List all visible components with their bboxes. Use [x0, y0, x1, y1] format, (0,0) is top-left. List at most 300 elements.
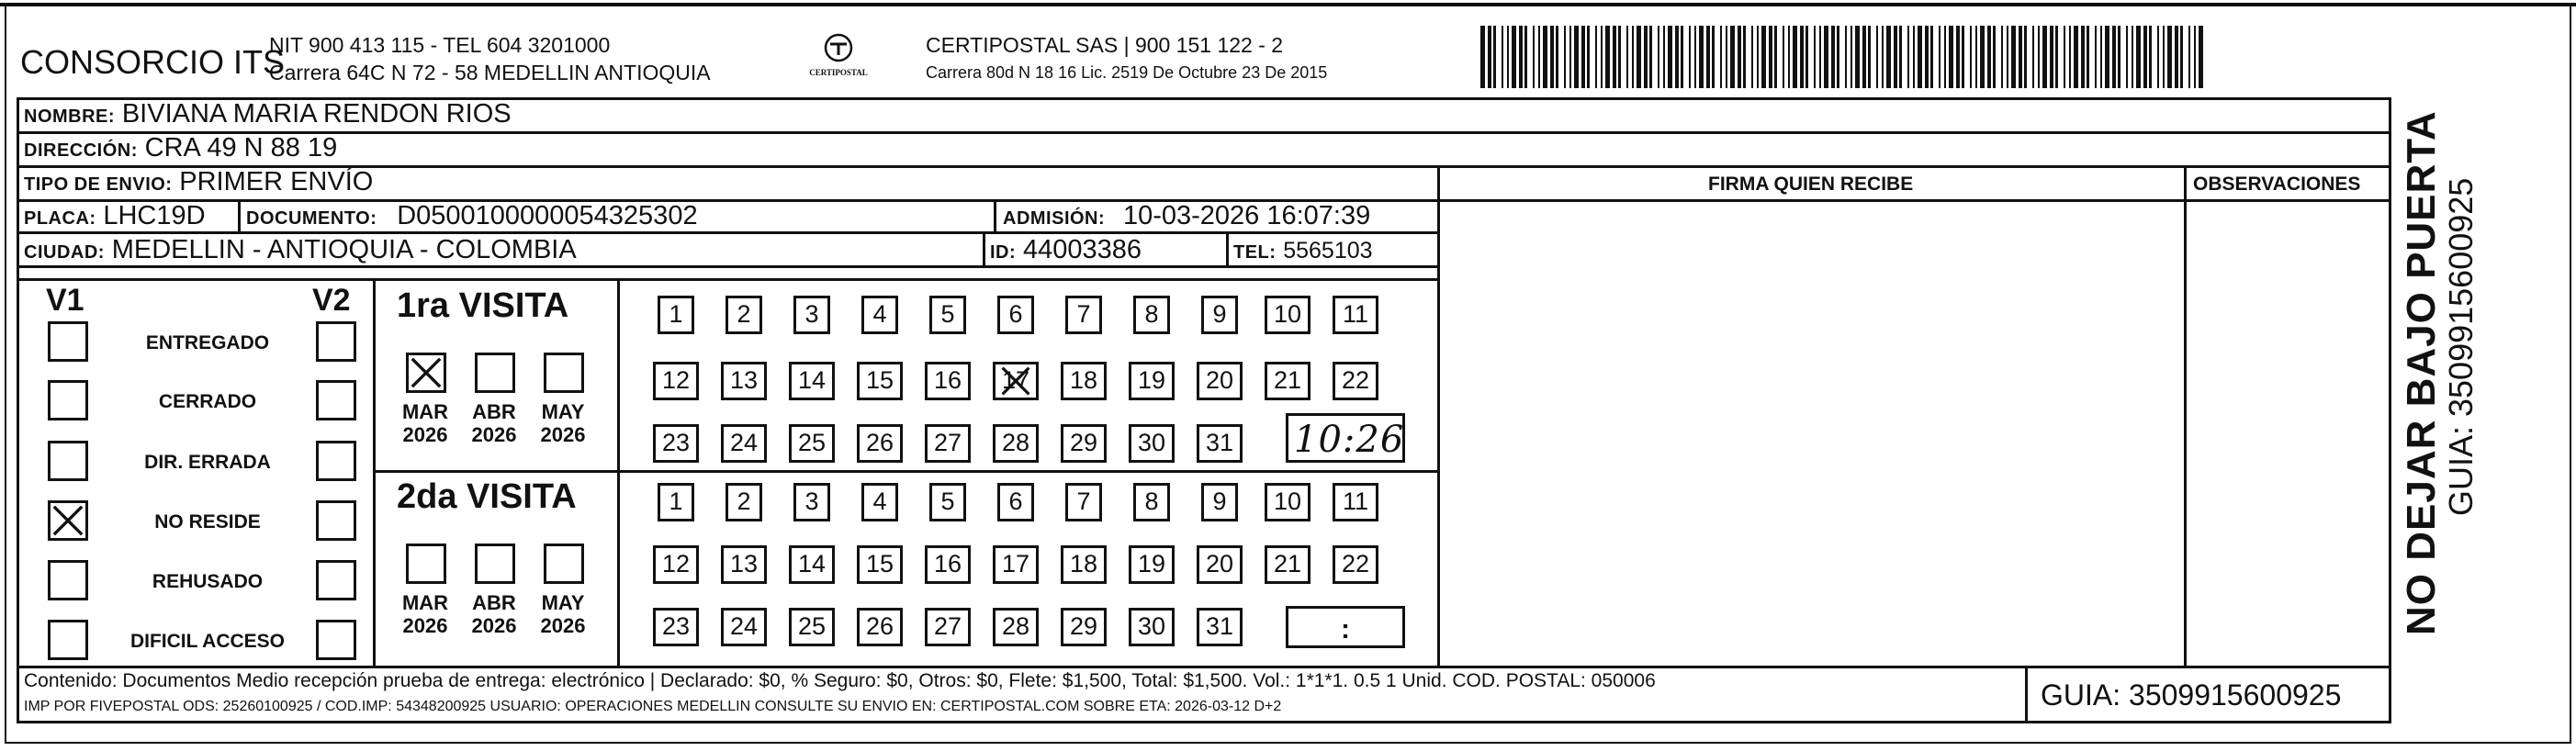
visit1-day-box[interactable] [793, 296, 830, 334]
carrier-name: CERTIPOSTAL SAS | 900 151 122 - 2 [926, 33, 1284, 57]
visit2-day-box[interactable] [993, 608, 1039, 646]
barcode-bar [1488, 26, 1491, 88]
visit2-day-box[interactable] [789, 545, 835, 584]
guia-box: GUIA: 3509915600925 [2041, 678, 2342, 712]
day-number: 16 [933, 550, 962, 577]
barcode-bar [1618, 26, 1621, 88]
day-number: 6 [1008, 300, 1023, 328]
visit2-day-box[interactable] [1061, 608, 1107, 646]
day-number: 7 [1076, 488, 1091, 515]
id-label: ID: [990, 242, 1017, 263]
barcode-bar [2064, 26, 2065, 88]
day-number: 19 [1137, 366, 1166, 394]
barcode-bar [1824, 26, 1828, 88]
month-year: 2026 [402, 614, 448, 638]
imp-line: IMP POR FIVEPOSTAL ODS: 25260100925 / COD.IMP: 54348200925 USUARIO: OPERACIONES MEDELLIN CONSULTE SU ENVIO EN: CERTIPOSTAL.COM SOBRE ETA: 2026-03-12 D+2 [24, 699, 1282, 714]
day-number: 9 [1212, 488, 1227, 515]
visit2-day-box[interactable] [1265, 545, 1310, 584]
placa-field [24, 203, 206, 230]
visit2-time-box [1286, 606, 1405, 648]
day-number: 1 [669, 300, 683, 328]
day-number: 18 [1069, 366, 1098, 394]
day-number: 21 [1273, 550, 1302, 577]
visit1-day-box[interactable] [721, 362, 767, 400]
documento-value: D0500100000054325302 [397, 201, 698, 230]
barcode-bar [2074, 26, 2078, 88]
barcode-bar [1882, 26, 1884, 88]
barcode-bar [1637, 26, 1641, 88]
month-year: 2026 [540, 423, 586, 447]
visit2-day-box[interactable] [857, 608, 903, 646]
day-number: 14 [797, 550, 827, 577]
barcode-bar [1805, 26, 1808, 88]
check-mark-icon [409, 355, 444, 390]
visit2-day-box[interactable] [658, 483, 694, 521]
contenido-line: Contenido: Documentos Medio recepción prueba de entrega: electrónico | Declarado: $0, % Seguro: $0, Otros: $0, Flete: $1,500, Total: $1,500. Vol.: 1*1*1. 0.5 1 Unid. COD. POSTAL: 050006 [24, 670, 1656, 691]
barcode-bar [1913, 26, 1915, 88]
month-name: MAR [401, 400, 449, 423]
firma-header: FIRMA QUIEN RECIBE [1708, 174, 1914, 195]
barcode-bar [2180, 26, 2183, 88]
visit2-day-box[interactable] [1129, 545, 1175, 584]
visit1-day-box[interactable] [1061, 362, 1107, 400]
visit2-day-box[interactable] [993, 545, 1039, 584]
barcode-bar [1675, 26, 1679, 88]
visit2-day-box[interactable] [1133, 483, 1170, 521]
barcode-bar [1550, 26, 1554, 88]
barcode-bar [2118, 26, 2120, 88]
visit2-month-checkbox[interactable] [406, 544, 446, 584]
barcode-bar [1783, 26, 1784, 88]
barcode-bar [1876, 26, 1878, 88]
visit1-day-box[interactable] [789, 424, 835, 463]
day-number: 23 [661, 429, 691, 456]
barcode-bar [1970, 26, 1972, 88]
month-label [462, 400, 526, 447]
visit2-day-box[interactable] [653, 545, 699, 584]
reason-v2-checkbox[interactable] [316, 321, 356, 362]
month-year: 2026 [471, 614, 517, 638]
side-guia: GUIA: 3509915600925 [2442, 177, 2480, 516]
barcode-bar [1533, 26, 1535, 88]
visit1-day-box[interactable] [1265, 362, 1310, 400]
barcode-bar [2069, 26, 2071, 88]
barcode-bar [2011, 26, 2016, 88]
day-number: 7 [1076, 300, 1091, 328]
visit2-day-box[interactable] [1129, 608, 1175, 646]
barcode-bar [2024, 26, 2027, 88]
barcode-bar [1601, 26, 1603, 88]
company-name: CONSORCIO ITS [20, 43, 286, 81]
reason-v2-checkbox[interactable] [316, 380, 356, 420]
day-number: 5 [940, 300, 955, 328]
barcode-bar [2095, 26, 2097, 88]
barcode-bar [1681, 26, 1683, 88]
v2-label: V2 [312, 283, 351, 318]
visit1-day-box[interactable] [721, 424, 767, 463]
id-value: 44003386 [1022, 235, 1142, 264]
barcode-bar [2149, 26, 2152, 88]
side-warning: NO DEJAR BAJO PUERTA [2399, 110, 2444, 635]
nombre-field [24, 101, 512, 128]
visit2-day-box[interactable] [1333, 545, 1378, 584]
month-name: ABR [472, 400, 516, 423]
barcode-bar [1658, 26, 1659, 88]
id-field [990, 237, 1142, 263]
visit1-day-box[interactable] [1333, 362, 1378, 400]
barcode-bar [2175, 26, 2178, 88]
barcode-bar [2157, 26, 2159, 88]
tel-field [1233, 237, 1373, 263]
day-number: 12 [661, 550, 691, 577]
certipostal-logo [808, 29, 869, 83]
barcode-bar [1512, 26, 1516, 88]
reason-v1-checkbox[interactable] [48, 441, 88, 481]
visit1-day-box[interactable] [929, 296, 966, 334]
carrier-address: Carrera 80d N 18 16 Lic. 2519 De Octubre 23 De 2015 [926, 63, 1328, 82]
certipostal-logo-text: CERTIPOSTAL [809, 68, 868, 77]
admision-value: 10-03-2026 16:07:39 [1122, 201, 1371, 230]
day-number: 28 [1001, 429, 1030, 456]
barcode-bar [1720, 26, 1722, 88]
month-name: ABR [472, 591, 516, 614]
tel-value: 5565103 [1283, 238, 1373, 263]
barcode-bar [2019, 26, 2022, 88]
barcode-bar [1595, 26, 1597, 88]
barcode-bar [2050, 26, 2053, 88]
reason-label: DIR. ERRADA [144, 452, 271, 473]
day-number: 17 [1001, 366, 1030, 394]
direccion-field [24, 135, 337, 162]
barcode-bar [1613, 26, 1616, 88]
day-number: 16 [933, 366, 962, 394]
visit1-day-box[interactable] [1061, 424, 1107, 463]
visit1-day-box[interactable] [1129, 362, 1175, 400]
nombre-value: BIVIANA MARIA RENDON RIOS [121, 99, 512, 129]
reason-v1-checkbox[interactable] [48, 620, 88, 660]
visit2-day-box[interactable] [721, 545, 767, 584]
visit2-day-box[interactable] [861, 483, 898, 521]
barcode-bar [1894, 26, 1897, 88]
visit2-day-box[interactable] [1197, 608, 1243, 646]
visit1-day-box[interactable] [1129, 424, 1175, 463]
day-number: 4 [872, 488, 887, 515]
barcode-bar [1899, 26, 1902, 88]
ciudad-value: MEDELLIN - ANTIOQUIA - COLOMBIA [111, 235, 577, 264]
day-number: 21 [1273, 366, 1302, 394]
visit1-day-box[interactable] [1197, 362, 1243, 400]
barcode-bar [1574, 26, 1579, 88]
visit1-day-box[interactable] [857, 362, 903, 400]
barcode-bar [1502, 26, 1503, 88]
visit1-day-box[interactable] [861, 296, 898, 334]
barcode-bar [1993, 26, 1996, 88]
barcode-bar [1519, 26, 1523, 88]
barcode-bar [2100, 26, 2102, 88]
barcode-bar [1837, 26, 1839, 88]
day-number: 9 [1212, 300, 1227, 328]
barcode-bar [1862, 26, 1866, 88]
visit2-day-box[interactable] [1265, 483, 1310, 521]
visit1-day-box[interactable] [789, 362, 835, 400]
barcode-bar [2038, 26, 2040, 88]
barcode-bar [2126, 26, 2128, 88]
day-number: 27 [933, 612, 962, 640]
visit2-day-box[interactable] [1197, 545, 1243, 584]
visit2-day-box[interactable] [726, 483, 762, 521]
reason-label: DIFICIL ACCESO [129, 631, 285, 652]
barcode-bar [1850, 26, 1852, 88]
barcode-bar [1939, 26, 1940, 88]
tipo-label: TIPO DE ENVIO: [24, 174, 173, 195]
company-nit: NIT 900 413 115 - TEL 604 3201000 [269, 33, 611, 57]
day-number: 27 [933, 429, 962, 456]
barcode-bar [1712, 26, 1715, 88]
day-number: 12 [661, 366, 691, 394]
barcode-bar [1694, 26, 1696, 88]
day-number: 29 [1069, 429, 1098, 456]
barcode-bar [1649, 26, 1652, 88]
day-number: 3 [804, 488, 819, 515]
check-mark-icon [996, 364, 1036, 398]
visit2-day-box[interactable] [721, 608, 767, 646]
day-number: 13 [729, 550, 759, 577]
visit2-title: 2da VISITA [397, 477, 577, 516]
day-number: 18 [1069, 550, 1098, 577]
day-number: 8 [1144, 300, 1159, 328]
v1-label: V1 [46, 283, 84, 318]
day-number: 14 [797, 366, 827, 394]
month-label [531, 400, 595, 447]
visit1-day-box[interactable] [1133, 296, 1170, 334]
barcode-bar [1524, 26, 1527, 88]
visit2-day-box[interactable] [653, 608, 699, 646]
barcode-bar [2105, 26, 2109, 88]
reason-v2-checkbox[interactable] [316, 500, 356, 541]
barcode-bar [1855, 26, 1860, 88]
reason-v1-checkbox[interactable] [48, 500, 88, 541]
barcode-bar [2194, 26, 2196, 88]
barcode-bar [1726, 26, 1727, 88]
barcode-bar [2143, 26, 2147, 88]
side-text [2399, 48, 2546, 635]
barcode-bar [1569, 26, 1571, 88]
day-number: 22 [1341, 550, 1370, 577]
barcode-bar [1626, 26, 1628, 88]
barcode-bar [1507, 26, 1509, 88]
barcode-bar [1493, 26, 1496, 88]
day-number: 23 [661, 612, 691, 640]
barcode-bar [2112, 26, 2116, 88]
reason-label: ENTREGADO [145, 332, 270, 353]
barcode-bar [1757, 26, 1759, 88]
barcode-bar [2188, 26, 2190, 88]
barcode-bar [1975, 26, 1977, 88]
documento-field [246, 203, 698, 230]
visit1-title: 1ra VISITA [397, 286, 569, 325]
month-year: 2026 [471, 423, 517, 447]
barcode-bar [1743, 26, 1746, 88]
day-number: 31 [1205, 612, 1234, 640]
visit2-month-checkbox[interactable] [475, 544, 515, 584]
reason-v1-checkbox[interactable] [48, 380, 88, 420]
barcode-bar [1800, 26, 1804, 88]
day-number: 1 [669, 488, 683, 515]
month-label [531, 591, 595, 638]
day-number: 26 [865, 612, 894, 640]
barcode-bar [1761, 26, 1766, 88]
barcode-bar [1925, 26, 1929, 88]
admision-field [1003, 203, 1370, 230]
observaciones-header: OBSERVACIONES [2193, 174, 2361, 195]
visit1-day-box[interactable] [1065, 296, 1102, 334]
reason-v1-checkbox[interactable] [48, 321, 88, 362]
reason-v2-checkbox[interactable] [316, 560, 356, 600]
barcode [1480, 26, 2215, 88]
tipo-value: PRIMER ENVÍO [179, 167, 374, 196]
barcode-bar [2055, 26, 2058, 88]
barcode-bar [1668, 26, 1672, 88]
month-name: MAR [401, 591, 449, 614]
top-rule [0, 3, 2576, 6]
visit2-day-box[interactable] [857, 545, 903, 584]
visit1-day-box[interactable] [993, 362, 1039, 400]
day-number: 3 [804, 300, 819, 328]
day-number: 15 [865, 366, 894, 394]
visit1-month-checkbox[interactable] [406, 353, 446, 393]
day-number: 30 [1137, 612, 1166, 640]
barcode-bar [2042, 26, 2047, 88]
visit1-day-box[interactable] [653, 424, 699, 463]
visit1-day-box[interactable] [726, 296, 762, 334]
visit1-time: 10:26 [1294, 419, 1405, 461]
visit1-day-box[interactable] [925, 362, 971, 400]
day-number: 28 [1001, 612, 1030, 640]
day-number: 25 [797, 429, 827, 456]
barcode-bar [1980, 26, 1985, 88]
barcode-bar [1962, 26, 1964, 88]
visit2-day-box[interactable] [997, 483, 1034, 521]
barcode-bar [1644, 26, 1648, 88]
month-label [393, 400, 457, 447]
reason-v2-checkbox[interactable] [316, 620, 356, 660]
barcode-bar [1706, 26, 1710, 88]
barcode-bar [2136, 26, 2141, 88]
barcode-bar [1819, 26, 1821, 88]
company-address: Carrera 64C N 72 - 58 MEDELLIN ANTIOQUIA [269, 61, 711, 84]
day-number: 19 [1137, 550, 1166, 577]
visit2-day-box[interactable] [1065, 483, 1102, 521]
barcode-bar [1956, 26, 1960, 88]
nombre-label: NOMBRE: [24, 106, 116, 127]
barcode-bar [2087, 26, 2089, 88]
tel-label: TEL: [1233, 242, 1277, 263]
visit2-day-box[interactable] [925, 608, 971, 646]
barcode-bar [2132, 26, 2133, 88]
reason-v1-checkbox[interactable] [48, 560, 88, 600]
visit2-day-box[interactable] [1201, 483, 1238, 521]
barcode-bar [1944, 26, 1946, 88]
barcode-bar [1918, 26, 1922, 88]
month-name: MAY [541, 591, 585, 614]
visit2-day-box[interactable] [793, 483, 830, 521]
visit1-day-box[interactable] [857, 424, 903, 463]
month-year: 2026 [402, 423, 448, 447]
barcode-bar [1831, 26, 1835, 88]
day-number: 24 [729, 612, 759, 640]
barcode-bar [1480, 26, 1485, 88]
visit1-day-box[interactable] [653, 362, 699, 400]
day-number: 13 [729, 366, 759, 394]
day-number: 10 [1273, 300, 1302, 328]
visit1-day-box[interactable] [1197, 424, 1243, 463]
visit2-day-box[interactable] [929, 483, 966, 521]
visit1-day-box[interactable] [1265, 296, 1310, 334]
barcode-bar [1663, 26, 1665, 88]
visit1-day-box[interactable] [1201, 296, 1238, 334]
barcode-bar [1769, 26, 1772, 88]
visit1-day-box[interactable] [1333, 296, 1378, 334]
ciudad-field [24, 237, 577, 263]
barcode-bar [1581, 26, 1585, 88]
day-number: 24 [729, 429, 759, 456]
visit1-day-box[interactable] [993, 424, 1039, 463]
day-number: 5 [940, 488, 955, 515]
barcode-bar [1793, 26, 1797, 88]
visit2-day-box[interactable] [1333, 483, 1378, 521]
day-number: 15 [865, 550, 894, 577]
day-number: 2 [737, 488, 751, 515]
reason-v2-checkbox[interactable] [316, 441, 356, 481]
visit2-day-box[interactable] [1061, 545, 1107, 584]
day-number: 29 [1069, 612, 1098, 640]
barcode-bar [2007, 26, 2008, 88]
barcode-bar [1949, 26, 1953, 88]
barcode-bar [2199, 26, 2203, 88]
visit1-month-checkbox[interactable] [544, 353, 584, 393]
ciudad-label: CIUDAD: [24, 242, 105, 263]
barcode-bar [2001, 26, 2003, 88]
day-number: 26 [865, 429, 894, 456]
barcode-bar [2081, 26, 2085, 88]
barcode-bar [2167, 26, 2172, 88]
check-mark-icon [51, 503, 85, 538]
month-name: MAY [541, 400, 585, 423]
tipo-field [24, 169, 373, 196]
visit2-day-box[interactable] [925, 545, 971, 584]
day-number: 20 [1205, 550, 1234, 577]
day-number: 8 [1144, 488, 1159, 515]
visit2-month-checkbox[interactable] [544, 544, 584, 584]
visit2-time: : [1341, 614, 1350, 645]
barcode-bar [1738, 26, 1741, 88]
visit1-month-checkbox[interactable] [475, 353, 515, 393]
placa-label: PLACA: [24, 208, 96, 229]
barcode-bar [1632, 26, 1634, 88]
reason-label: REHUSADO [152, 571, 264, 592]
barcode-bar [1907, 26, 1909, 88]
visit1-day-box[interactable] [925, 424, 971, 463]
visit1-day-box[interactable] [658, 296, 694, 334]
visit1-day-box[interactable] [997, 296, 1034, 334]
day-number: 31 [1205, 429, 1234, 456]
barcode-bar [1730, 26, 1735, 88]
day-number: 6 [1008, 488, 1023, 515]
barcode-bar [1538, 26, 1540, 88]
month-label [393, 591, 457, 638]
barcode-bar [1543, 26, 1547, 88]
visit2-day-box[interactable] [789, 608, 835, 646]
